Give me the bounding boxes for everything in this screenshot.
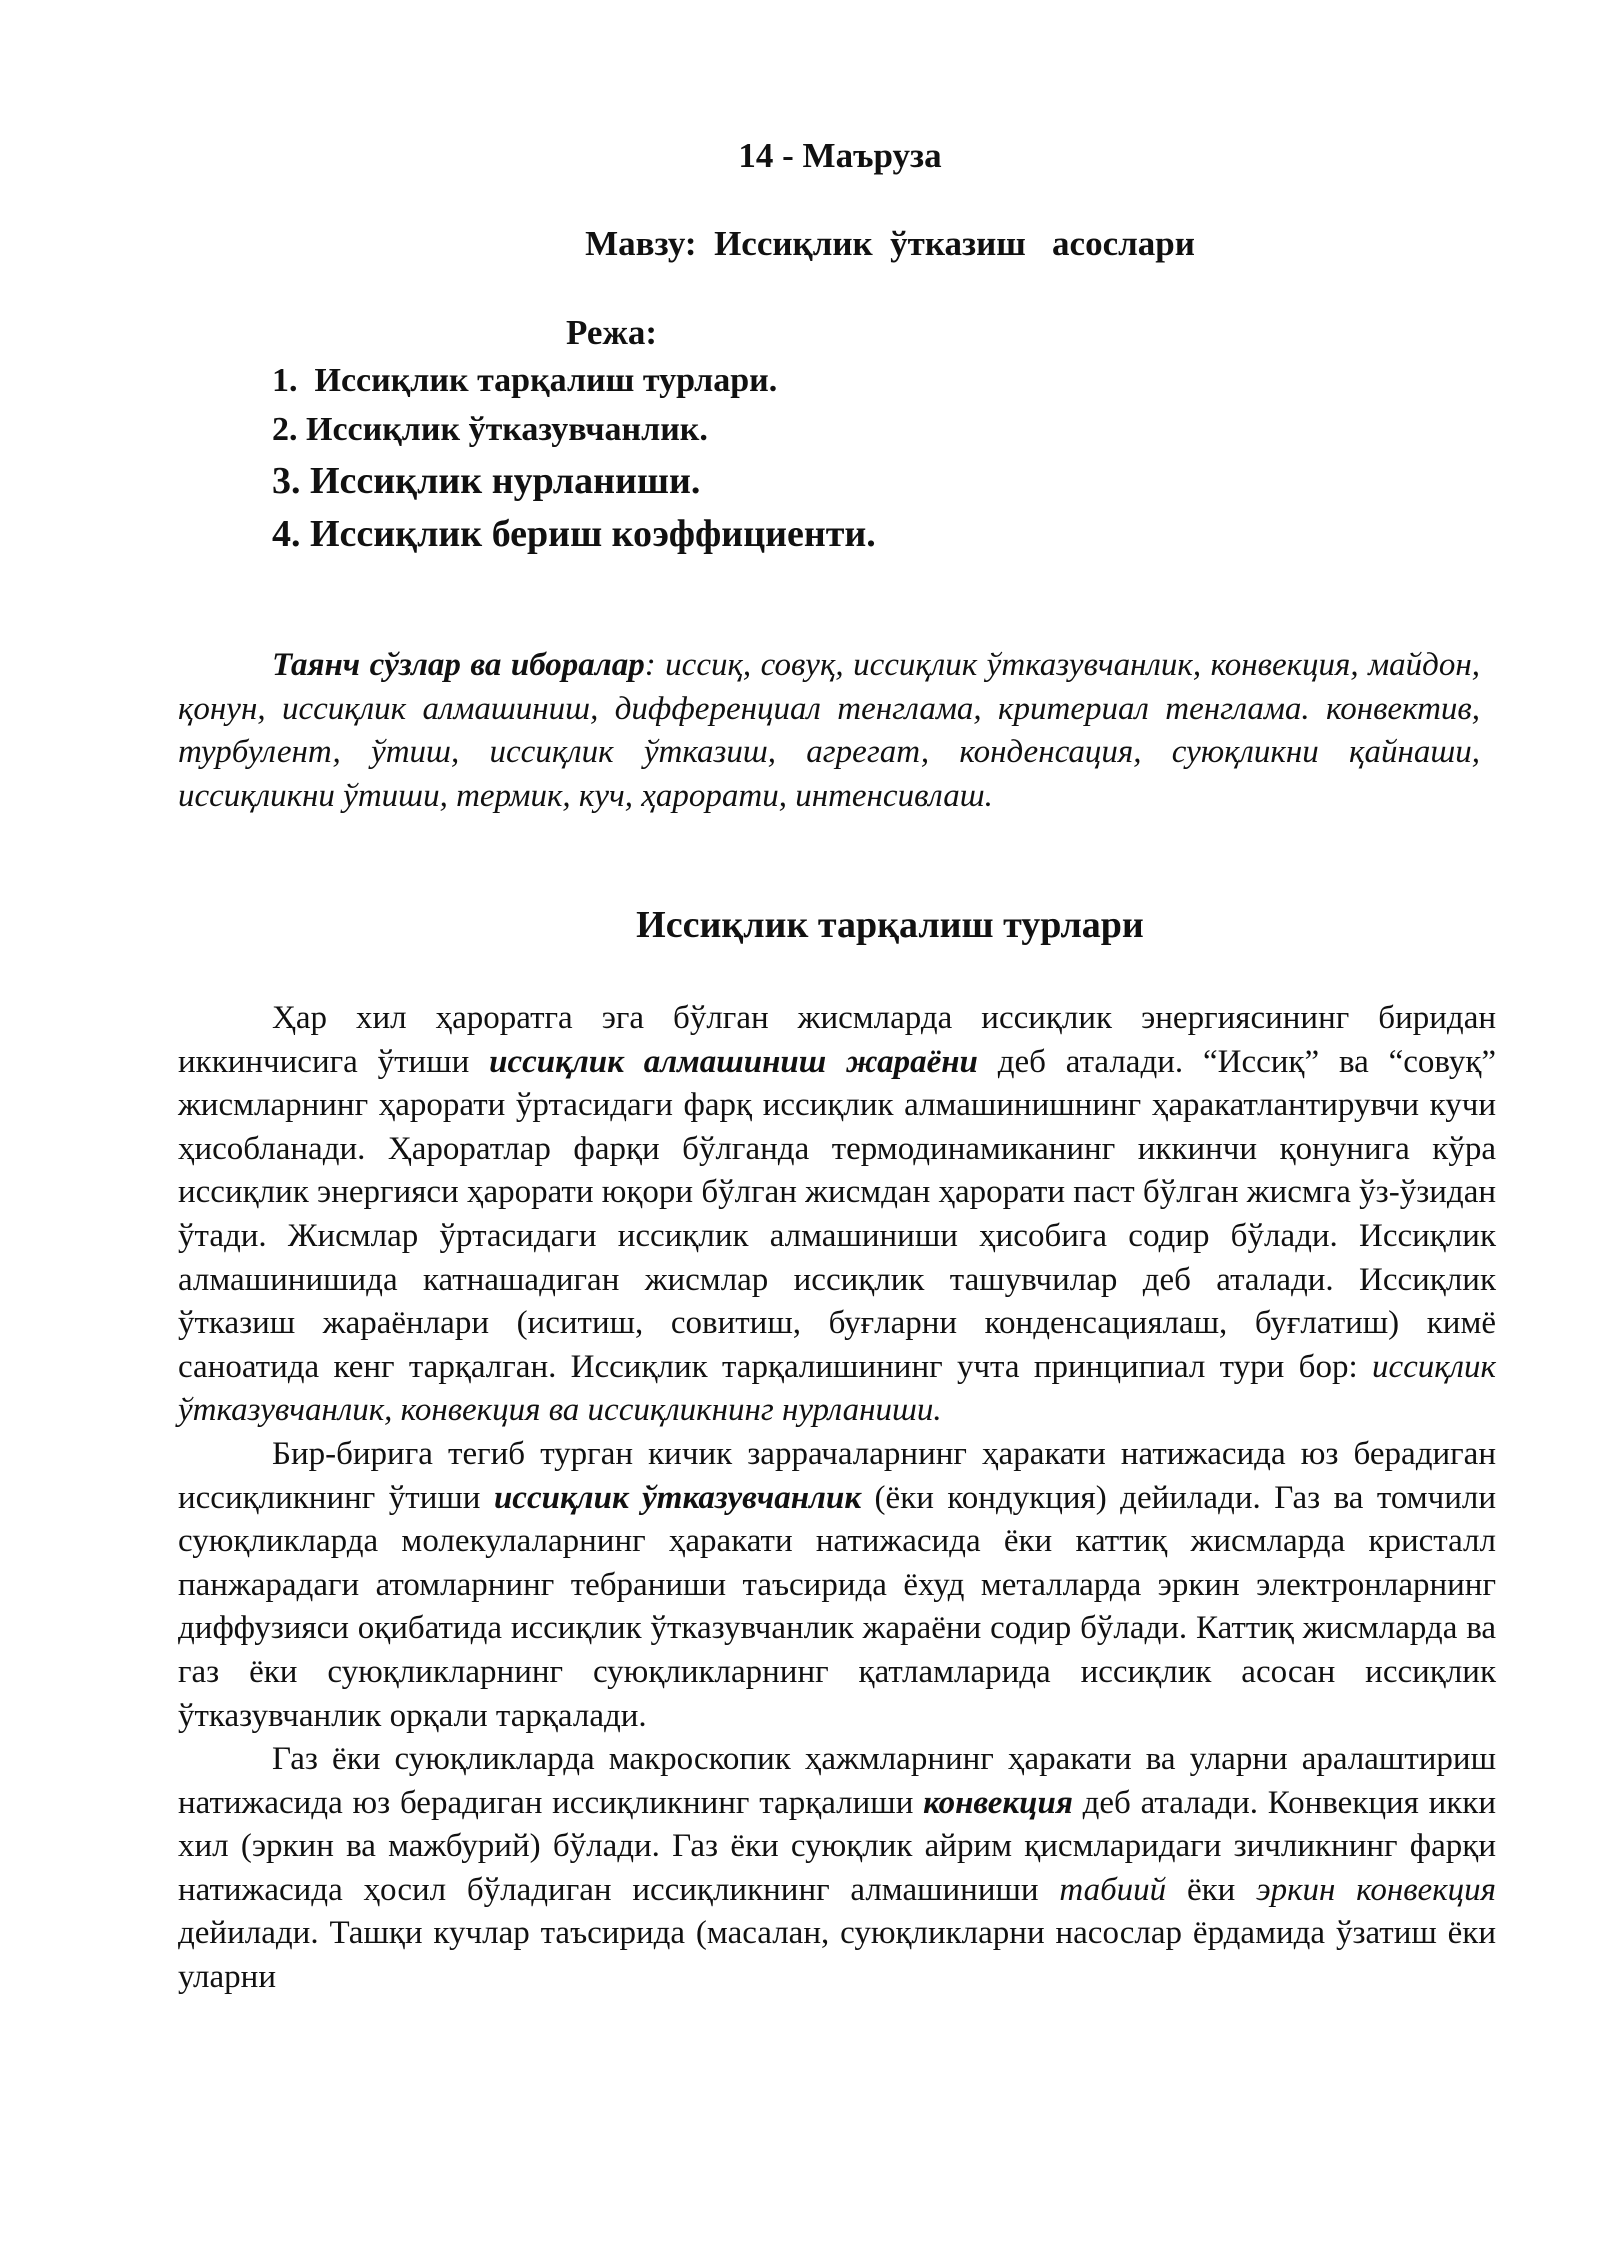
text-span: Бир-бирига тегиб турган кичик заррачаларнинг ҳаракати натижасида юз берадиган иссиқликнинг ўтиши — [178, 1435, 1496, 1516]
body-text — [178, 997, 1496, 2000]
text-span: деб аталади. “Иссиқ” ва “совуқ” жисмларнинг ҳарорати ўртасидаги фарқ иссиқлик алмашинишнинг ҳаракатлантирувчи кучи ҳисобланади. Ҳароратлар фарқи бўлганда термодинамиканинг иккинчи қонунига кўра иссиқлик энергияси ҳарорати юқори бўлган жисмдан ҳарорати паст бўлган жисмга ўз-ўзидан ўтади. Жисмлар ўртасидаги иссиқлик алмашиниши ҳисобига содир бўлади. Иссиқлик алмашинишида катнашадиган жисмлар иссиқлик ташувчилар деб аталади. Иссиқлик ўтказиш жараёнлари (иситиш, совитиш, буғларни конденсациялаш, буғлатиш) кимё саноатида кенг тарқалган. Иссиқлик тарқалишининг учта принципиал тури бор: — [178, 1043, 1497, 1385]
plan-heading: Режа: — [566, 313, 657, 352]
section-heading: Иссиқлик тарқалиш турлари — [636, 904, 1144, 946]
text-span: дейилади. Ташқи кучлар таъсирида (масалан, суюқликларни насослар ёрдамида ўзатиш ёки уларни — [178, 1915, 1496, 1996]
text-span: деб аталади. Конвекция икки хил (эркин ва мажбурий) бўлади. Газ ёки суюқлик айрим қисмларидаги зичликнинг фарқи натижасида ҳосил бўладиган иссиқликнинг алмашиниши — [178, 1784, 1496, 1908]
paragraph-convection — [178, 1738, 1496, 2000]
plan-item: 3. Иссиқлик нурланиши. — [272, 460, 701, 502]
text-span: Газ ёки суюқликларда макроскопик ҳажмларнинг ҳаракати ва уларни аралаштириш натижасида юз берадиган иссиқликнинг тарқалиши — [178, 1741, 1496, 1821]
keywords-label: Таянч сўзлар ва иборалар — [272, 647, 645, 683]
plan-list — [272, 357, 876, 561]
lecture-topic: Мавзу: Иссиқлик ўтказиш асослари — [585, 224, 1195, 263]
italic-term: иссиқлик ўтказувчанлик, конвекция ва иссиқликнинг нурланиши. — [178, 1348, 1496, 1429]
italic-term: табиий — [1059, 1871, 1167, 1908]
text-span: Ҳар хил ҳароратга эга бўлган жисмларда иссиқлик энергиясининг биридан иккинчисига ўтиши — [178, 1000, 1496, 1080]
emphasis-term: иссиқлик ўтказувчанлик — [493, 1479, 862, 1516]
plan-item: 1. Иссиқлик тарқалиш турлари. — [272, 362, 778, 399]
emphasis-term: конвекция — [923, 1784, 1073, 1821]
paragraph-heat-exchange — [178, 997, 1496, 1433]
keywords-paragraph — [178, 644, 1480, 818]
italic-term: эркин конвекция — [1256, 1871, 1496, 1908]
plan-item: 2. Иссиқлик ўтказувчанлик. — [272, 411, 708, 448]
plan-item: 4. Иссиқлик бериш коэффициенти. — [272, 513, 876, 555]
keywords-text: : иссиқ, совуқ, иссиқлик ўтказувчанлик, конвекция, майдон, қонун, иссиқлик алмашиниш, дифференциал тенглама, критериал тенглама. конвектив, турбулент, ўтиш, иссиқлик ўтказиш, агрегат, конденсация, суюқликни қайнаши, иссиқликни ўтиши, термик, куч, ҳарорати, интенсивлаш. — [178, 647, 1480, 814]
text-span: (ёки кондукция) дейилади. Газ ва томчили суюқликларда молекулаларнинг ҳаракати натижасида ёки каттиқ жисмларда кристалл панжарадаги атомларнинг тебраниши таъсирида ёхуд металларда эркин электронларнинг диффузияси оқибатида иссиқлик ўтказувчанлик жараёни содир бўлади. Каттиқ жисмларда ва газ ёки суюқликларнинг суюқликларнинг қатламларида иссиқлик асосан иссиқлик ўтказувчанлик орқали тарқалади. — [178, 1479, 1497, 1734]
lecture-number: 14 - Маъруза — [738, 136, 942, 175]
text-span: ёки — [1166, 1871, 1257, 1908]
emphasis-term: иссиқлик алмашиниш жараёни — [489, 1043, 978, 1080]
paragraph-conduction — [178, 1433, 1496, 1738]
